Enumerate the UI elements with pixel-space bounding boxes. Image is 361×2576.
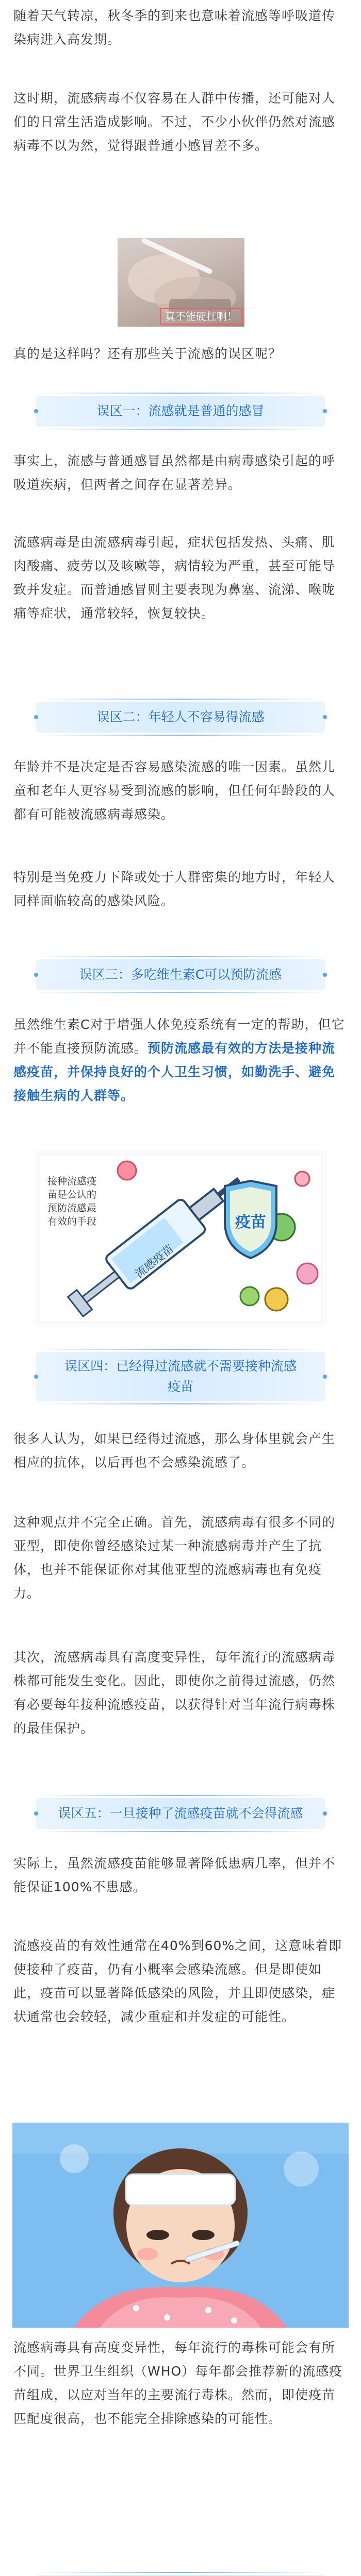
section-title-myth-2 (36, 693, 325, 741)
myth-3-text-highlight: 预防流感最有效的方法是接种流感疫苗，并保持良好的个人卫生习惯，如勤洗手、避免接触生病的人群等。 (13, 1041, 336, 1103)
section-title-text: 误区三：多吃维生素C可以预防流感 (79, 967, 282, 982)
section-title-myth-5 (36, 1790, 325, 1837)
myth-1-paragraph-2: 流感病毒是由流感病毒引起，症状包括发热、头痛、肌肉酸痛、疲劳以及咳嗽等，病情较为严重，甚至可能导致并发症。而普通感冒则主要表现为鼻塞、流涕、喉咙痛等症状，通常较轻，恢复较快。 (13, 535, 336, 621)
shield-label: 疫苗 (235, 1213, 266, 1231)
vaccine-illustration (34, 1150, 327, 1327)
section-title-myth-1 (36, 387, 325, 435)
section-title-line-2: 疫苗 (167, 1379, 193, 1394)
section-title-myth-3 (36, 951, 325, 998)
section-title-line-1: 误区四：已经得过流感就不需要接种流感 (64, 1359, 297, 1374)
intro-question: 真的是这样吗？还有那些关于流感的误区呢？ (13, 346, 282, 361)
myth-5-paragraph-1: 实际上，虽然流感疫苗能够显著降低患病几率，但并不能保证100%不患感。 (13, 1856, 336, 1894)
myth-4-paragraph-3: 其次，流感病毒具有高度变异性，每年流行的流感病毒株都可能发生变化。因此，即使你之前得过流感，仍然有必要每年接种流感疫苗，以获得针对当年流行病毒株的最佳保护。 (13, 1650, 336, 1736)
section-title-text: 误区二：年轻人不容易得流感 (96, 709, 265, 724)
section-title-text (36, 1352, 325, 1401)
intro-paragraph-2: 这时期，流感病毒不仅容易在人群中传播，还可能对人们的日常生活造成影响。不过，不少小伙伴仍然对流感病毒不以为然，觉得跟普通小感冒差不多。 (13, 91, 336, 153)
sick-person-photo (118, 238, 244, 327)
section-title-text: 误区五：一旦接种了流感疫苗就不会得流感 (58, 1806, 303, 1821)
myth-4-paragraph-2: 这种观点并不完全正确。首先，流感病毒有很多不同的亚型，即使你曾经感染过某一种流感病毒并产生了抗体，也并不能保证你对其他亚型的流感病毒也有免疫力。 (13, 1515, 336, 1601)
myth-4-paragraph-1: 很多人认为，如果已经得过流感，那么身体里就会产生相应的抗体，以后再也不会感染流感了。 (13, 1431, 336, 1470)
syringe-label: 流感疫苗 (133, 1242, 177, 1281)
myth-5-paragraph-3: 流感病毒具有高度变异性，每年流行的毒株可能会有所不同。世界卫生组织（WHO）每年都会推荐新的流感疫苗组成，以应对当年的主要流行毒株。然而，即使疫苗匹配度很高，也不能完全排除感染的可能性。 (13, 2340, 343, 2426)
section-title-myth-6 (36, 2567, 325, 2576)
myth-3-text-plain: 虽然维生素C对于增强人体免疫系统有一定的帮助，但它并不能直接预防流感。 (13, 1017, 345, 1056)
section-title-myth-4 (36, 1346, 325, 1408)
myth-2-paragraph-1: 年龄并不是决定是否容易感染流感的唯一因素。虽然儿童和老年人更容易受到流感的影响，但任何年龄段的人都有可能被流感病毒感染。 (13, 759, 336, 822)
myth-1-paragraph-1: 事实上，流感与普通感冒虽然都是由病毒感染引起的呼吸道疾病，但两者之间存在显著差异。 (13, 453, 336, 492)
intro-paragraph-1: 随着天气转凉，秋冬季的到来也意味着流感等呼吸道传染病进入高发期。 (13, 8, 336, 47)
myth-3-paragraph (13, 1013, 348, 1108)
photo-caption: 真不能硬扛啊！ (160, 308, 242, 325)
section-title-text: 误区一：流感就是普通的感冒 (96, 403, 265, 418)
myth-5-paragraph-2: 流感疫苗的有效性通常在40%到60%之间，这意味着即使接种了疫苗，仍有小概率会感染流感。但是即使如此，疫苗可以显著降低感染的风险，并且即使感染，症状通常也会较轻，减少重症和并发症的可能性。 (13, 1938, 342, 2024)
myth-2-paragraph-2: 特别是当免疫力下降或处于人群密集的地方时，年轻人同样面临较高的感染风险。 (13, 870, 336, 908)
illustration-note: 接种流感疫苗是公认的预防流感最有效的手段 (47, 1176, 97, 1227)
sick-child-illustration (12, 2123, 349, 2328)
child-with-fever-illustration (12, 2123, 349, 2328)
